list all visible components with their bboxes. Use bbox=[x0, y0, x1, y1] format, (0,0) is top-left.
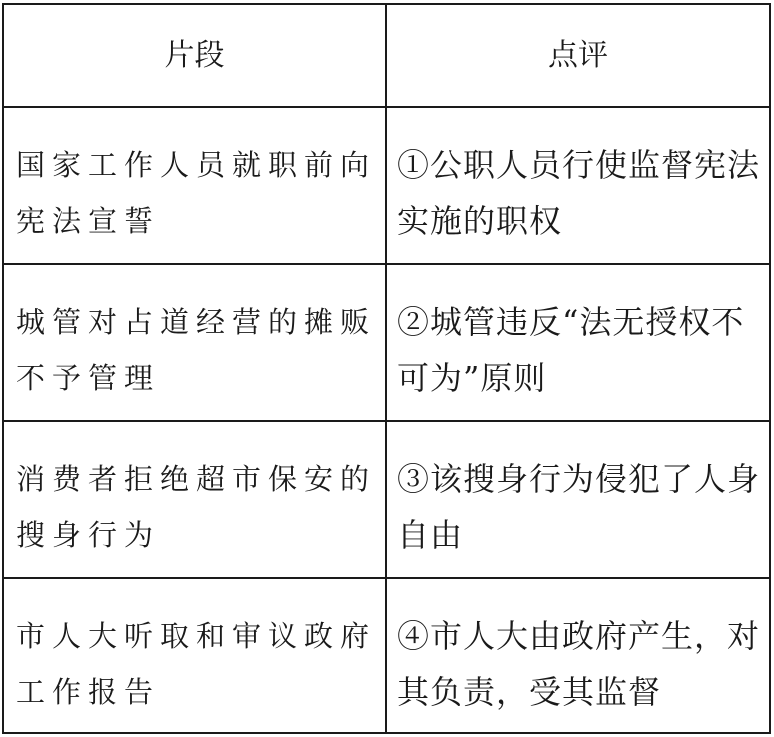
row-4-fragment: 市人大听取和审议政府工作报告 bbox=[4, 579, 387, 732]
row-4-comment: ④市人大由政府产生，对其负责，受其监督 bbox=[397, 617, 761, 711]
row-3-fragment: 消费者拒绝超市保安的搜身行为 bbox=[4, 422, 387, 579]
header-fragment: 片段 bbox=[4, 5, 387, 108]
row-3-comment: ③该搜身行为侵犯了人身自由 bbox=[387, 422, 769, 579]
comparison-table bbox=[2, 3, 771, 734]
row-1-fragment: 国家工作人员就职前向宪法宣誓 bbox=[4, 108, 387, 265]
header-comment: 点评 bbox=[387, 5, 769, 108]
row-2-fragment: 城管对占道经营的摊贩不予管理 bbox=[4, 265, 387, 422]
row-2-comment: ②城管违反“法无授权不可为”原则 bbox=[387, 265, 769, 422]
row-1-comment: ①公职人员行使监督宪法实施的职权 bbox=[387, 108, 769, 265]
